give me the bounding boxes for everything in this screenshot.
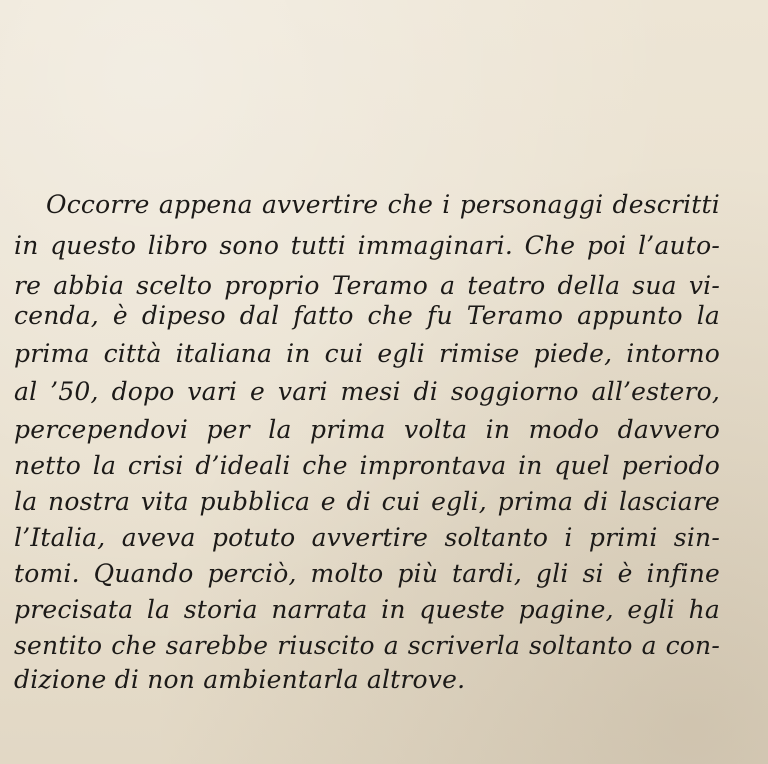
- text-line-7: percependovi per la prima volta in modo davvero: [14, 415, 720, 444]
- text-line-13: sentito che sarebbe riuscito a scriverla soltanto a con-: [14, 631, 720, 660]
- text-line-2: in questo libro sono tutti immaginari. Che poi l’auto-: [14, 231, 720, 260]
- text-line-11: tomi. Quando perciò, molto più tardi, gli si è infine: [14, 559, 720, 588]
- text-line-10: l’Italia, aveva potuto avvertire soltanto i primi sin-: [14, 523, 720, 552]
- text-line-14: dizione di non ambientarla altrove.: [14, 665, 466, 694]
- text-line-9: la nostra vita pubblica e di cui egli, prima di lasciare: [14, 487, 720, 516]
- text-line-8: netto la crisi d’ideali che improntava in quel periodo: [14, 451, 720, 480]
- text-line-5: prima città italiana in cui egli rimise piede, intorno: [14, 339, 720, 368]
- text-line-1: Occorre appena avvertire che i personaggi descritti: [46, 190, 720, 219]
- text-line-3: re abbia scelto proprio Teramo a teatro della sua vi-: [14, 271, 720, 300]
- text-line-12: precisata la storia narrata in queste pagine, egli ha: [14, 595, 720, 624]
- text-line-6: al ’50, dopo vari e vari mesi di soggiorno all’estero,: [14, 377, 720, 406]
- text-line-4: cenda, è dipeso dal fatto che fu Teramo appunto la: [14, 301, 720, 330]
